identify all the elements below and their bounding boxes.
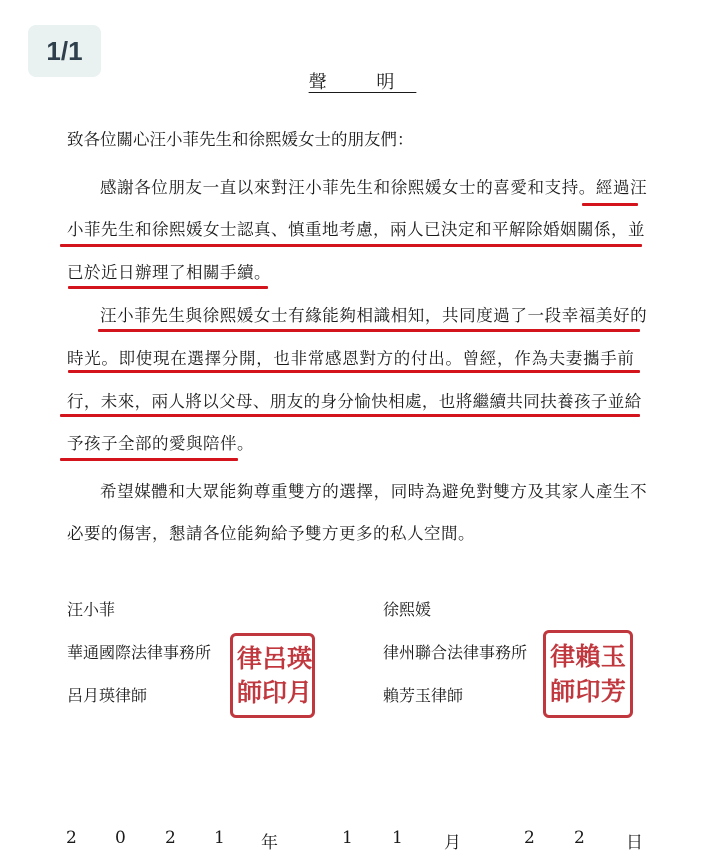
signatory-right-lawyer: 賴芳玉律師 (383, 686, 464, 705)
date-char: 1 (392, 828, 403, 848)
date-char: 2 (66, 828, 77, 848)
salutation: 致各位關心汪小菲先生和徐熙媛女士的朋友們： (67, 130, 414, 149)
date-char: 0 (115, 828, 126, 848)
date-char: 2 (165, 828, 176, 848)
paragraph-3-line-1: 希望媒體和大眾能夠尊重雙方的選擇，同時為避免對雙方及其家人產生不 (100, 482, 648, 501)
paragraph-1-line-1: 感謝各位朋友一直以來對汪小菲先生和徐熙媛女士的喜愛和支持。經過汪 (100, 178, 648, 197)
date-char: 日 (626, 833, 643, 853)
signatory-right-firm: 律州聯合法律事務所 (383, 643, 528, 662)
seal-stamp-right: 律 賴 玉 師 印 芳 (543, 630, 633, 718)
paragraph-2-line-3: 行，未來，兩人將以父母、朋友的身分愉快相處，也將繼續共同扶養孩子並給 (67, 392, 642, 411)
paragraph-1-line-2: 小菲先生和徐熙媛女士認真、慎重地考慮，兩人已決定和平解除婚姻關係，並 (67, 220, 645, 239)
date-char: 2 (524, 828, 535, 848)
highlight-underline (60, 414, 640, 417)
paragraph-1-line-3: 已於近日辦理了相關手續。 (67, 263, 271, 282)
highlight-underline (582, 203, 638, 206)
paragraph-3-line-2: 必要的傷害，懇請各位能夠給予雙方更多的私人空間。 (67, 524, 475, 543)
document-title: 聲 明 (308, 72, 417, 93)
paragraph-2-line-4: 予孩子全部的愛與陪伴。 (67, 434, 254, 453)
signatory-left-firm: 華通國際法律事務所 (67, 643, 212, 662)
seal-stamp-left: 律 呂 瑛 師 印 月 (230, 633, 315, 718)
date-char: 1 (214, 828, 225, 848)
highlight-underline (68, 370, 640, 373)
highlight-underline (60, 244, 642, 247)
highlight-underline (98, 329, 640, 332)
date-char: 1 (342, 828, 353, 848)
date-char: 年 (261, 833, 278, 853)
date-char: 月 (444, 833, 461, 853)
highlight-underline (68, 286, 268, 289)
signatory-left-lawyer: 呂月瑛律師 (67, 686, 148, 705)
page-indicator-badge: 1/1 (28, 25, 101, 77)
paragraph-2-line-1: 汪小菲先生與徐熙媛女士有緣能夠相識相知，共同度過了一段幸福美好的 (100, 306, 648, 325)
date-char: 2 (574, 828, 585, 848)
highlight-underline (60, 458, 238, 461)
signatory-right-name: 徐熙媛 (383, 600, 432, 619)
paragraph-2-line-2: 時光。即使現在選擇分開，也非常感恩對方的付出。曾經，作為夫妻攜手前 (67, 349, 635, 368)
signatory-left-name: 汪小菲 (67, 600, 116, 619)
